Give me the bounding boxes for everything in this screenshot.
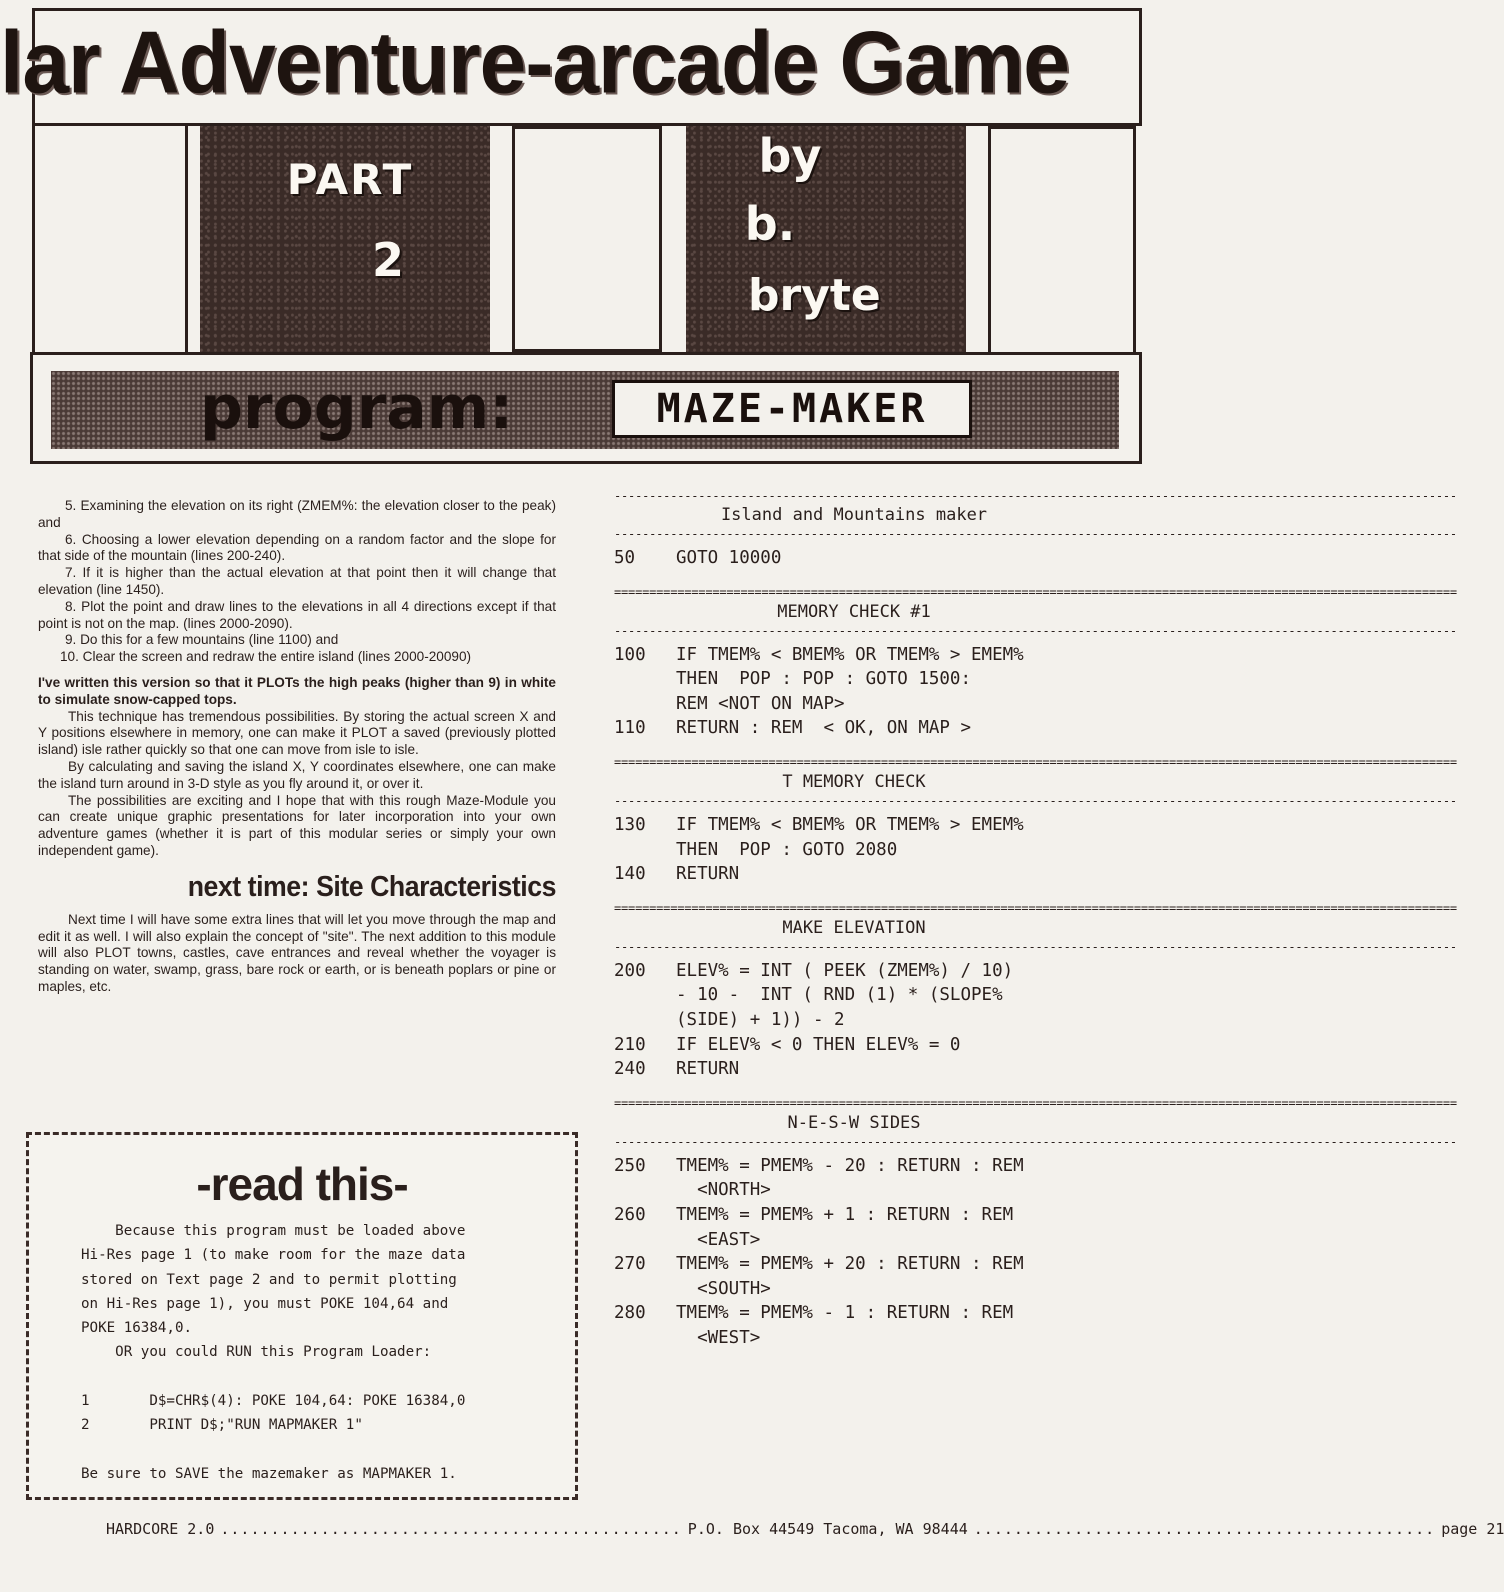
line-number	[614, 983, 676, 1008]
separator-line: ------------------------------------------------------------------------------------------------------------------------	[614, 489, 1457, 503]
footer-page-number: page 21	[1441, 1520, 1504, 1538]
code-text: TMEM% = PMEM% + 1 : RETURN : REM	[676, 1204, 1014, 1225]
program-label: program:	[200, 373, 514, 443]
byline-name: bryte	[748, 270, 881, 321]
separator-line: ========================================================================================================================	[614, 584, 1457, 599]
article-left-column	[38, 498, 556, 996]
code-text: TMEM% = PMEM% - 1 : RETURN : REM	[676, 1303, 1014, 1324]
code-line	[614, 1326, 1094, 1351]
paragraph: Next time I will have some extra lines that will let you move through the map and edit it as well. I will also explain the concept of "site". The next addition to this module will also PLOT towns, castles, cave entrances and reveal whether the voyager is standing on water, swamp, grass, bare rock or earth, or is beneath poplars or pine or maples, etc.	[38, 911, 556, 994]
read-this-body: Because this program must be loaded above Hi-Res page 1 (to make room for the maze data stored on Text page 2 and to permit plotting on Hi-Res page 1), you must POKE 104,64 and POKE 16384,0. OR you could RUN this Program Loader: 1 D$=CHR$(4): POKE 104,64: POKE 16384,0 2 PRINT D$;"RUN MAPMAKER 1" Be sure to SAVE the mazemaker as MAPMAKER 1.	[81, 1223, 466, 1482]
list-item: 5. Examining the elevation on its right (ZMEM%: the elevation closer to the peak) and	[38, 498, 556, 530]
code-line	[614, 838, 1094, 863]
code-line	[614, 716, 1094, 741]
code-text: RETURN	[676, 1059, 740, 1080]
code-text: THEN POP : GOTO 2080	[676, 839, 898, 860]
code-text: IF TMEM% < BMEM% OR TMEM% > EMEM%	[676, 814, 1024, 835]
line-number: 100	[614, 644, 646, 665]
footer-leader-dots: ..............................................	[220, 1520, 682, 1538]
separator-line: ========================================================================================================================	[614, 754, 1457, 769]
program-box	[30, 352, 1142, 464]
line-number: 50	[614, 548, 636, 568]
separator-line: ------------------------------------------------------------------------------------------------------------------------	[614, 527, 1457, 541]
line-number: 130	[614, 814, 646, 835]
code-text: TMEM% = PMEM% + 20 : RETURN : REM	[676, 1254, 1024, 1275]
code-line	[614, 959, 1094, 984]
banner-left-frame	[32, 120, 188, 356]
code-text: REM <NOT ON MAP>	[676, 693, 845, 714]
code-line	[614, 1178, 1094, 1203]
code-text: RETURN	[676, 864, 740, 885]
list-item: 10. Clear the screen and redraw the entire island (lines 2000-20090)	[60, 649, 472, 665]
code-line	[614, 1277, 1094, 1302]
code-line	[614, 1154, 1094, 1179]
code-line	[614, 813, 1094, 838]
list-item: 6. Choosing a lower elevation depending on a random factor and the slope for that side of the mountain (lines 200-240).	[38, 531, 556, 564]
list-item: 9. Do this for a few mountains (line 1100) and	[65, 632, 339, 648]
line-number	[614, 1008, 676, 1033]
code-line	[614, 862, 1094, 887]
code-text: - 10 - INT ( RND (1) * (SLOPE%	[676, 985, 1003, 1006]
listing-section-title: MEMORY CHECK #1	[777, 601, 931, 622]
banner-right-frame	[988, 126, 1136, 358]
read-this-box	[26, 1132, 578, 1500]
bold-note: I've written this version so that it PLOTs the high peaks (higher than 9) in white to simulate snow-capped tops.	[38, 674, 556, 707]
code-text: <NORTH>	[676, 1180, 771, 1201]
footer-leader-dots: ..............................................	[973, 1520, 1436, 1538]
part-number: 2	[371, 233, 404, 287]
line-number	[614, 667, 676, 692]
code-text: THEN POP : POP : GOTO 1500:	[676, 669, 972, 690]
list-item: 7. If it is higher than the actual elevation at that point then it will change that elevation (line 1450).	[38, 565, 556, 597]
line-number	[614, 1277, 676, 1302]
separator-line: ========================================================================================================================	[614, 1095, 1457, 1110]
line-number: 280	[614, 1303, 646, 1324]
code-line	[614, 1033, 1094, 1058]
footer-address: P.O. Box 44549 Tacoma, WA 98444	[687, 1520, 968, 1538]
line-number	[614, 1178, 676, 1203]
code-text: IF TMEM% < BMEM% OR TMEM% > EMEM%	[676, 644, 1024, 665]
listing-section-title: T MEMORY CHECK	[782, 771, 926, 792]
footer-publication: HARDCORE 2.0	[106, 1520, 215, 1538]
code-line	[614, 1203, 1094, 1228]
separator-line: ------------------------------------------------------------------------------------------------------------------------	[614, 623, 1457, 638]
code-line	[614, 1301, 1094, 1326]
code-text: IF ELEV% < 0 THEN ELEV% = 0	[676, 1034, 961, 1055]
code-text: TMEM% = PMEM% - 20 : RETURN : REM	[676, 1155, 1024, 1176]
paragraph: By calculating and saving the island X, Y coordinates elsewhere, one can make the island turn around in 3-D style as you fly around it, or over it.	[38, 758, 556, 791]
code-line	[614, 643, 1094, 668]
code-line	[614, 1252, 1094, 1277]
paragraph: The possibilities are exciting and I hope that with this rough Maze-Module you can create unique graphic presentations for later incorporation into your own adventure games (whether it is part of this modular series or simply your own independent game).	[38, 792, 556, 858]
separator-line: ------------------------------------------------------------------------------------------------------------------------	[614, 793, 1457, 808]
byline-initial: b.	[744, 197, 796, 251]
code-line	[614, 1228, 1094, 1253]
banner	[0, 0, 1174, 470]
code-text: GOTO 10000	[676, 548, 782, 568]
page-footer	[106, 1518, 1504, 1540]
line-number: 260	[614, 1204, 646, 1225]
banner-title: lar Adventure-arcade Game	[0, 12, 1070, 112]
code-text: <EAST>	[676, 1229, 761, 1250]
code-text: <SOUTH>	[676, 1278, 771, 1299]
line-number	[614, 692, 676, 717]
separator-line: ------------------------------------------------------------------------------------------------------------------------	[614, 939, 1457, 954]
code-line	[614, 692, 1094, 717]
listing-section-title: MAKE ELEVATION	[782, 917, 926, 938]
part-label: PART	[286, 155, 414, 204]
line-number: 250	[614, 1155, 646, 1176]
line-number	[614, 1326, 676, 1351]
code-line	[614, 546, 1094, 571]
line-number: 110	[614, 718, 646, 739]
line-number: 200	[614, 960, 646, 981]
code-line	[614, 1008, 1094, 1033]
banner-center-frame	[512, 126, 662, 352]
code-text: (SIDE) + 1)) - 2	[676, 1009, 845, 1030]
code-text: ELEV% = INT ( PEEK (ZMEM%) / 10)	[676, 960, 1014, 981]
code-line	[614, 983, 1094, 1008]
line-number: 210	[614, 1034, 646, 1055]
read-this-title: -read this-	[196, 1158, 408, 1210]
byline-by: by	[758, 129, 822, 183]
program-name: MAZE-MAKER	[656, 386, 928, 432]
code-line	[614, 667, 1094, 692]
line-number: 140	[614, 864, 646, 885]
separator-line: ------------------------------------------------------------------------------------------------------------------------	[614, 1134, 1457, 1149]
code-line	[614, 1057, 1094, 1082]
code-text: <WEST>	[676, 1327, 761, 1348]
listing-section-title: Island and Mountains maker	[720, 505, 988, 525]
program-listing	[614, 489, 1457, 1366]
list-item: 8. Plot the point and draw lines to the elevations in all 4 directions except if that point is not on the map. (lines 2000-2090).	[38, 598, 556, 631]
next-time-heading: next time: Site Characteristics	[187, 870, 556, 903]
banner-dark-panel-left	[200, 96, 490, 366]
line-number	[614, 838, 676, 863]
listing-section-title: N-E-S-W SIDES	[787, 1112, 921, 1133]
code-text: RETURN : REM < OK, ON MAP >	[676, 718, 972, 739]
line-number: 240	[614, 1059, 646, 1080]
line-number	[614, 1228, 676, 1253]
paragraph: This technique has tremendous possibilities. By storing the actual screen X and Y positions elsewhere in memory, one can make it PLOT a saved (previously plotted island) isle rather quickly so that one can move from isle to isle.	[38, 708, 556, 758]
separator-line: ========================================================================================================================	[614, 900, 1457, 915]
line-number: 270	[614, 1254, 646, 1275]
